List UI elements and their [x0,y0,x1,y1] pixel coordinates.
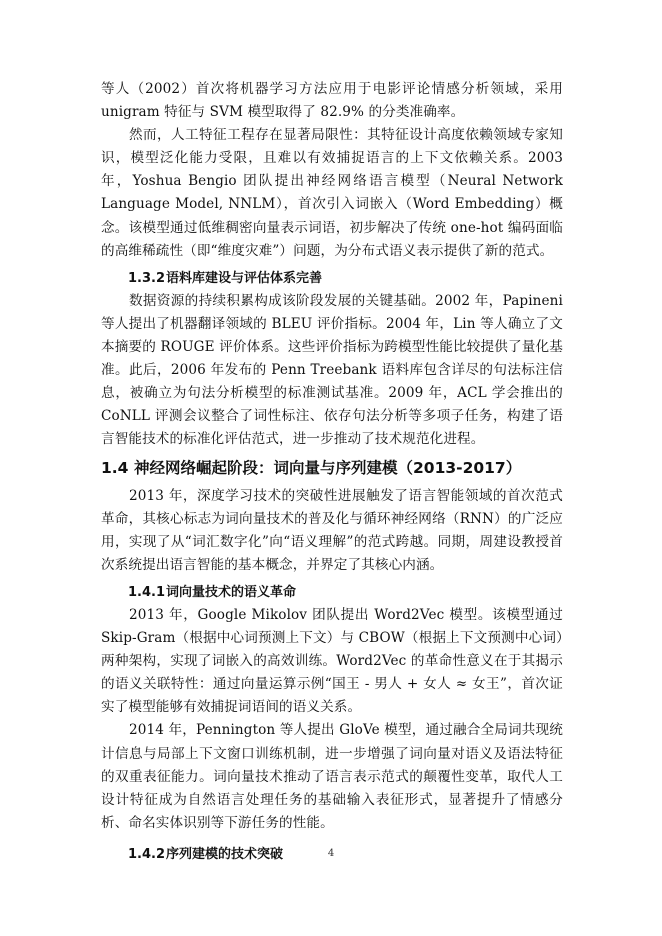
section-number: 1.3.2 [128,270,166,286]
section-number: 1.4.2 [128,846,166,862]
section-number: 1.4.1 [128,584,166,600]
page-number: 4 [327,848,335,859]
section-heading-1-3-2 [101,267,563,290]
paragraph-word2vec: 2013 年，Google Mikolov 团队提出 Word2Vec 模型。该模型通过 Skip-Gram（根据中心词预测上下文）与 CBOW（根据上下文预测中心词）两种架构，实现了词嵌入的高效训练。Word2Vec 的革命性意义在于其揭示的语义关联特性：通过向量运算示例“国王 - 男人 + 女人 ≈ 女王”，首次证实了模型能够有效捕捉词语间的语义关系。 [101,606,563,716]
paragraph-glove: 2014 年，Pennington 等人提出 GloVe 模型，通过融合全局词共现统计信息与局部上下文窗口训练机制，进一步增强了词向量对语义及语法特征的双重表征能力。词向量技术推动了语言表示范式的颠覆性变革，取代人工设计特征成为自然语言处理任务的基础输入表征形式，显著提升了情感分析、命名实体识别等下游任务的性能。 [101,722,563,831]
section-title: 序列建模的技术突破 [166,846,284,862]
section-heading-1-4-1 [101,581,563,604]
paragraph-sentiment-analysis: 等人（2002）首次将机器学习方法应用于电影评论情感分析领域，采用 unigram 特征与 SVM 模型取得了 82.9% 的分类准确率。 [101,81,563,121]
section-title: 神经网络崛起阶段：词向量与序列建模（2013-2017） [134,458,522,477]
section-heading-1-4 [101,455,563,481]
paragraph-corpus-evaluation: 数据资源的持续积累构成该阶段发展的关键基础。2002 年，Papineni 等人提出了机器翻译领域的 BLEU 评价指标。2004 年，Lin 等人确立了文本摘要的 ROUGE 评价体系。这些评价指标为跨模型性能比较提供了量化基准。此后，2006 年发布的 Penn Treebank 语料库包含详尽的句法标注信息，被确立为句法分析模型的标准测试基准。2009 年，ACL 学会推出的 CoNLL 评测会议整合了词性标注、依存句法分析等多项子任务，构建了语言智能技术的标准化评估范式，进一步推动了技术规范化进程。 [101,292,563,448]
paragraph-deep-learning-revolution: 2013 年，深度学习技术的突破性进展触发了语言智能领域的首次范式革命，其核心标志为词向量技术的普及化与循环神经网络（RNN）的广泛应用，实现了从“词汇数字化”向“语义理解”的范式跨越。同期，周建设教授首次系统提出语言智能的基本概念，并界定了其核心内涵。 [101,487,563,573]
section-title: 词向量技术的语义革命 [166,584,297,600]
section-number: 1.4 [101,458,129,477]
page-body [101,78,563,866]
paragraph-nnlm: 然而，人工特征工程存在显著局限性：其特征设计高度依赖领域专家知识，模型泛化能力受限，且难以有效捕捉语言的上下文依赖关系。2003 年，Yoshua Bengio 团队提出神经网络语言模型（Neural Network Language Model, NNLM），首次引入词嵌入（Word Embedding）概念。该模型通过低维稠密向量表示词语，初步解决了传统 one-hot 编码面临的高维稀疏性（即“维度灾难”）问题，为分布式语义表示提供了新的范式。 [101,127,563,259]
section-title: 语料库建设与评估体系完善 [166,270,323,286]
